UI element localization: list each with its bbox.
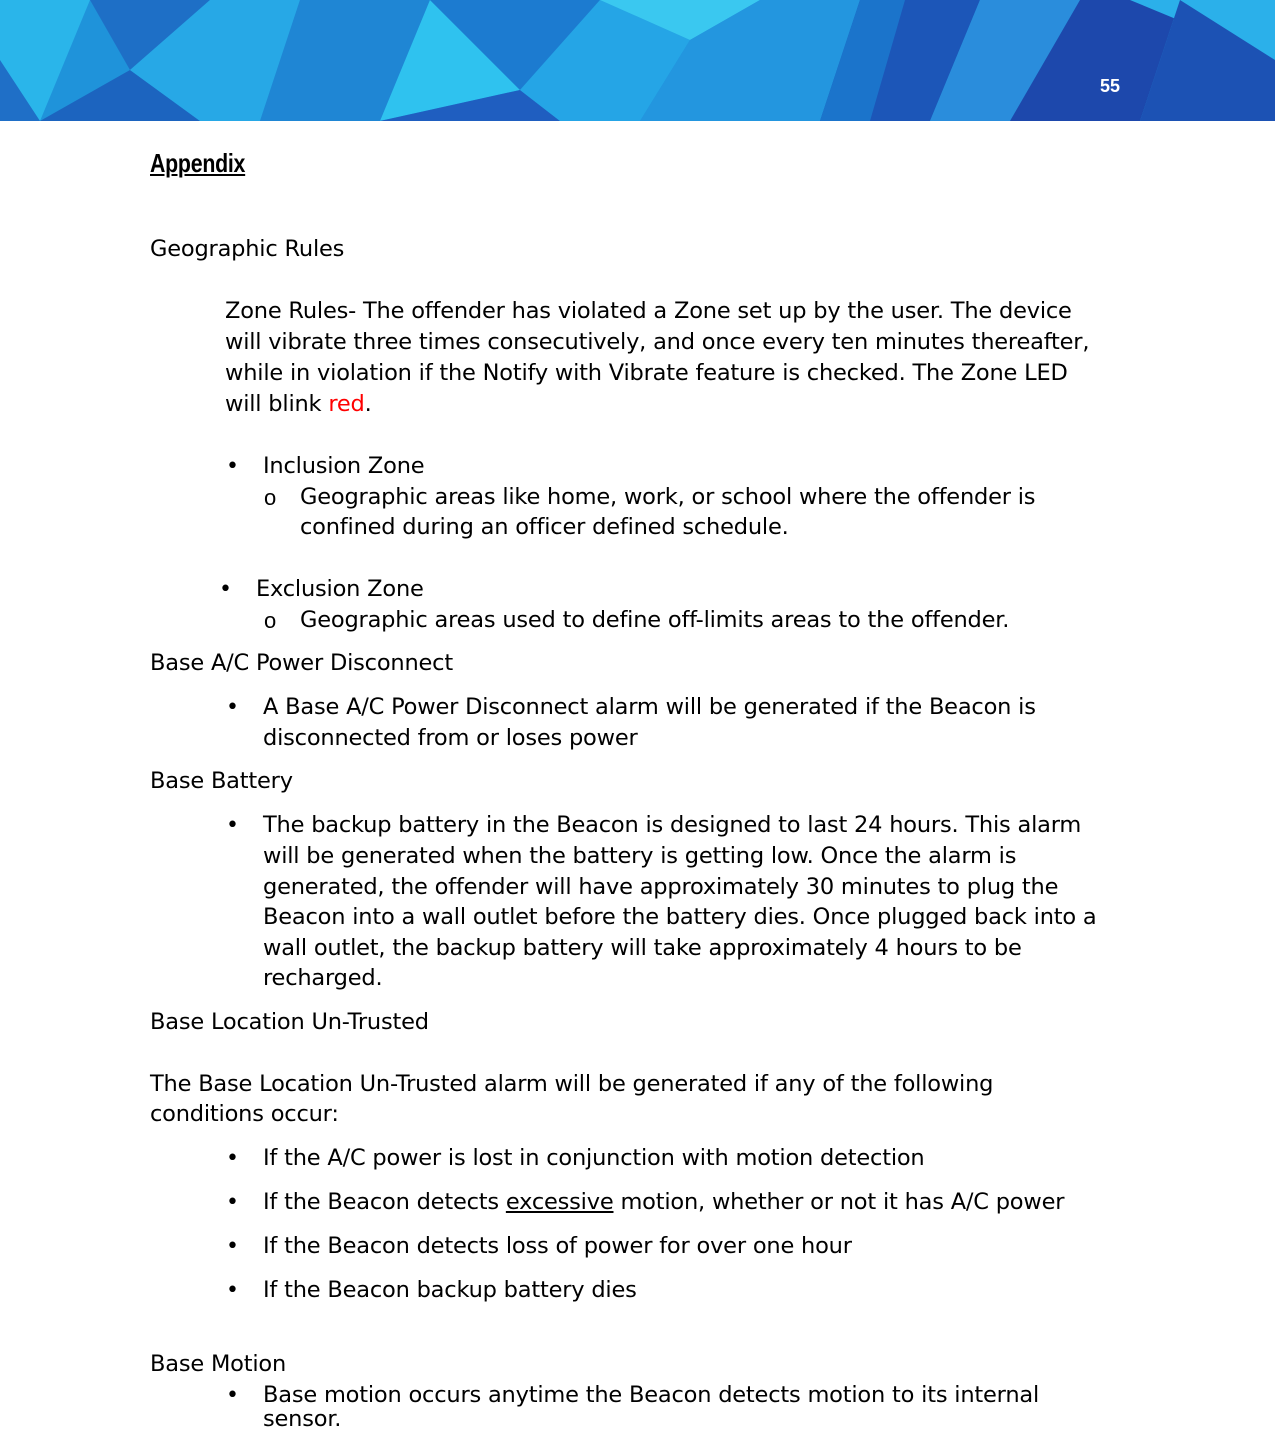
excessive-word: excessive (505, 1189, 614, 1215)
zone-rules-line-4-prefix: will blink (225, 391, 329, 417)
location-bullet-3: If the Beacon detects loss of power for over one hour (263, 1233, 852, 1259)
battery-line-1: The backup battery in the Beacon is designed to last 24 hours. This alarm (263, 812, 1082, 838)
battery-line-2: will be generated when the battery is getting low. Once the alarm is (263, 843, 1017, 869)
section-heading-ac-power: Base A/C Power Disconnect (150, 650, 453, 676)
battery-line-6: recharged. (263, 965, 383, 991)
page-title: Appendix (150, 148, 246, 178)
inclusion-zone-label: Inclusion Zone (263, 453, 425, 479)
section-heading-location: Base Location Un-Trusted (150, 1009, 429, 1035)
battery-line-4: Beacon into a wall outlet before the battery dies. Once plugged back into a (263, 904, 1097, 930)
inclusion-zone-desc-line-2: confined during an officer defined schedule. (300, 514, 789, 540)
location-intro-line-1: The Base Location Un-Trusted alarm will be generated if any of the following (150, 1071, 994, 1097)
location-bullet-2 (263, 1187, 1064, 1218)
sub-bullet-icon: o (264, 485, 277, 510)
section-heading-motion: Base Motion (150, 1351, 287, 1377)
exclusion-zone-label: Exclusion Zone (256, 576, 424, 602)
section-heading-battery: Base Battery (150, 768, 293, 794)
header-banner (0, 0, 1275, 121)
location-bullet-2-prefix: If the Beacon detects (263, 1189, 506, 1215)
zone-rules-line-4-suffix: . (364, 391, 372, 417)
location-intro-line-2: conditions occur: (150, 1101, 339, 1127)
motion-line-1: Base motion occurs anytime the Beacon detects motion to its internal (263, 1382, 1040, 1408)
page-number: 55 (1100, 76, 1121, 96)
ac-power-line-1: A Base A/C Power Disconnect alarm will be generated if the Beacon is (263, 694, 1036, 720)
red-word: red (328, 391, 365, 417)
bullet-icon: • (226, 1146, 239, 1171)
bullet-icon: • (226, 1383, 239, 1408)
zone-rules-line-3: while in violation if the Notify with Vibrate feature is checked. The Zone LED (225, 360, 1068, 386)
motion-line-2: sensor. (263, 1406, 342, 1432)
zone-rules-line-4 (225, 389, 372, 420)
inclusion-zone-desc-line-1: Geographic areas like home, work, or school where the offender is (300, 484, 1036, 510)
bullet-icon: • (226, 813, 239, 838)
battery-line-3: generated, the offender will have approximately 30 minutes to plug the (263, 874, 1059, 900)
bullet-icon: • (226, 1234, 239, 1259)
location-bullet-4: If the Beacon backup battery dies (263, 1277, 637, 1303)
location-bullet-1: If the A/C power is lost in conjunction with motion detection (263, 1145, 925, 1171)
ac-power-line-2: disconnected from or loses power (263, 725, 638, 751)
bullet-icon: • (226, 695, 239, 720)
banner-graphic (0, 0, 1275, 121)
bullet-icon: • (226, 1278, 239, 1303)
zone-rules-line-2: will vibrate three times consecutively, and once every ten minutes thereafter, (225, 329, 1090, 355)
exclusion-zone-desc: Geographic areas used to define off-limits areas to the offender. (300, 607, 1010, 633)
bullet-icon: • (219, 577, 232, 602)
bullet-icon: • (226, 1190, 239, 1215)
location-bullet-2-suffix: motion, whether or not it has A/C power (613, 1189, 1065, 1215)
battery-line-5: wall outlet, the backup battery will take approximately 4 hours to be (263, 935, 1022, 961)
sub-bullet-icon: o (264, 608, 277, 633)
section-heading-geographic: Geographic Rules (150, 236, 345, 262)
zone-rules-line-1: Zone Rules- The offender has violated a Zone set up by the user. The device (225, 298, 1072, 324)
bullet-icon: • (226, 454, 239, 479)
